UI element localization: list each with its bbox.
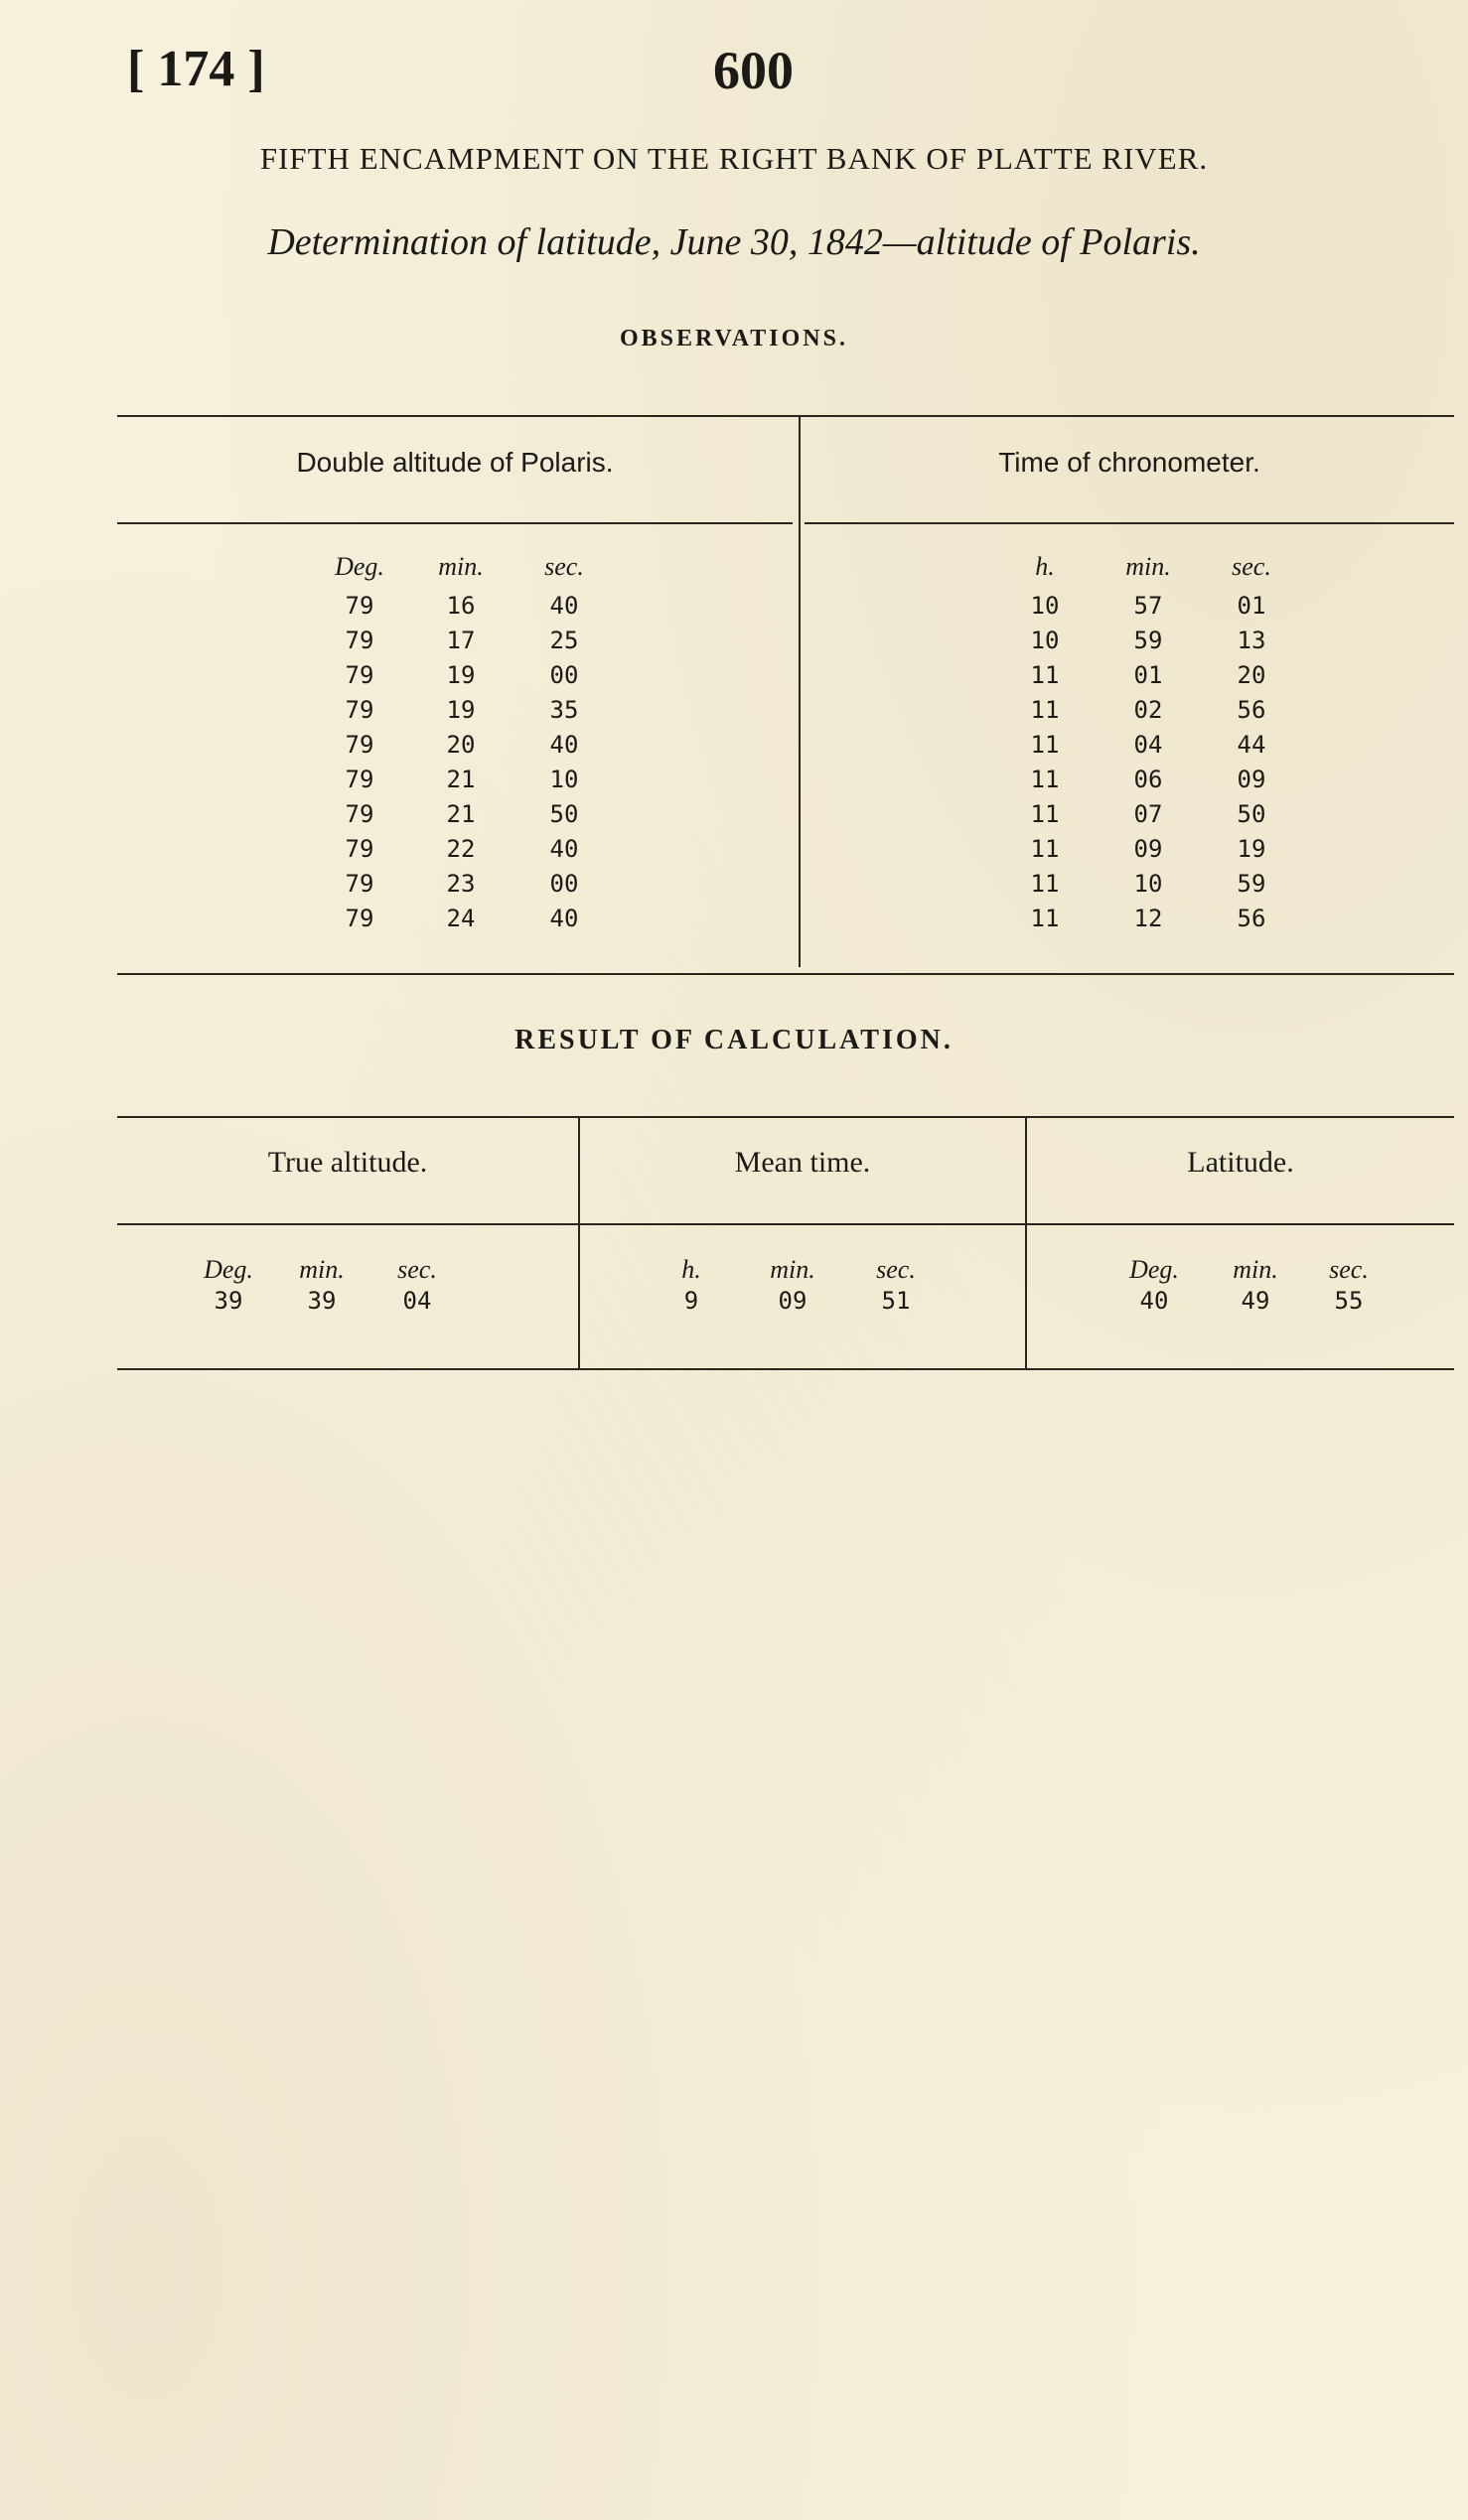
- result-header-rule: [117, 1223, 1454, 1225]
- time-min: 10: [1133, 870, 1163, 898]
- altitude-sec: 10: [549, 766, 579, 793]
- altitude-deg: 79: [345, 766, 374, 793]
- chronometer-column-header: Time of chronometer.: [998, 447, 1260, 478]
- time-sec: 56: [1237, 905, 1266, 932]
- mean-time-min: 09: [778, 1287, 807, 1315]
- unit-hours: h.: [681, 1255, 701, 1284]
- time-sec: 13: [1237, 627, 1266, 654]
- time-hours: 11: [1030, 661, 1060, 689]
- time-hours: 10: [1030, 592, 1060, 620]
- altitude-min: 19: [446, 661, 476, 689]
- altitude-sec: 35: [549, 696, 579, 724]
- time-min: 01: [1133, 661, 1163, 689]
- altitude-deg: 79: [345, 731, 374, 759]
- latitude-sec: 55: [1334, 1287, 1364, 1315]
- bracket-page-number: [ 174 ]: [127, 41, 265, 97]
- true-altitude-sec: 04: [402, 1287, 432, 1315]
- time-hours: 11: [1030, 731, 1060, 759]
- unit-min: min.: [438, 552, 484, 581]
- observations-title: OBSERVATIONS.: [619, 326, 848, 351]
- time-hours: 11: [1030, 696, 1060, 724]
- altitude-min: 17: [446, 627, 476, 654]
- time-sec: 09: [1237, 766, 1266, 793]
- mean-time-header: Mean time.: [734, 1146, 871, 1179]
- altitude-min: 21: [446, 800, 476, 828]
- section-heading: FIFTH ENCAMPMENT ON THE RIGHT BANK OF PLATTE RIVER.: [259, 141, 1209, 176]
- true-altitude-header: True altitude.: [267, 1146, 428, 1179]
- result-title: RESULT OF CALCULATION.: [514, 1025, 954, 1055]
- time-hours: 10: [1030, 627, 1060, 654]
- altitude-min: 16: [446, 592, 476, 620]
- section-subheading: Determination of latitude, June 30, 1842—altitude of Polaris.: [267, 221, 1201, 263]
- time-sec: 59: [1237, 870, 1266, 898]
- altitude-deg: 79: [345, 870, 374, 898]
- altitude-sec: 40: [549, 905, 579, 932]
- unit-sec: sec.: [1329, 1255, 1369, 1284]
- altitude-deg: 79: [345, 661, 374, 689]
- header-rule-right: [805, 522, 1454, 524]
- table-column-divider: [799, 415, 801, 967]
- unit-sec: sec.: [1232, 552, 1271, 581]
- unit-sec: sec.: [397, 1255, 437, 1284]
- unit-deg: Deg.: [1129, 1255, 1179, 1284]
- time-min: 12: [1133, 905, 1163, 932]
- latitude-min: 49: [1241, 1287, 1270, 1315]
- unit-deg: Deg.: [204, 1255, 253, 1284]
- header-rule-left: [117, 522, 793, 524]
- unit-min: min.: [299, 1255, 345, 1284]
- time-min: 09: [1133, 835, 1163, 863]
- time-min: 59: [1133, 627, 1163, 654]
- altitude-sec: 00: [549, 661, 579, 689]
- altitude-deg: 79: [345, 835, 374, 863]
- mean-time-sec: 51: [881, 1287, 911, 1315]
- altitude-sec: 50: [549, 800, 579, 828]
- latitude-deg: 40: [1139, 1287, 1169, 1315]
- altitude-sec: 40: [549, 731, 579, 759]
- altitude-deg: 79: [345, 800, 374, 828]
- time-min: 02: [1133, 696, 1163, 724]
- unit-min: min.: [1233, 1255, 1278, 1284]
- unit-min: min.: [770, 1255, 815, 1284]
- altitude-deg: 79: [345, 696, 374, 724]
- altitude-deg: 79: [345, 905, 374, 932]
- altitude-deg: 79: [345, 592, 374, 620]
- time-min: 06: [1133, 766, 1163, 793]
- time-sec: 20: [1237, 661, 1266, 689]
- unit-deg: Deg.: [335, 552, 384, 581]
- unit-sec: sec.: [876, 1255, 916, 1284]
- altitude-sec: 00: [549, 870, 579, 898]
- time-sec: 44: [1237, 731, 1266, 759]
- altitude-min: 22: [446, 835, 476, 863]
- altitude-sec: 40: [549, 835, 579, 863]
- result-bottom-rule: [117, 1368, 1454, 1370]
- latitude-header: Latitude.: [1187, 1146, 1294, 1179]
- time-hours: 11: [1030, 835, 1060, 863]
- unit-sec: sec.: [544, 552, 584, 581]
- unit-min: min.: [1125, 552, 1171, 581]
- time-sec: 50: [1237, 800, 1266, 828]
- true-altitude-deg: 39: [214, 1287, 243, 1315]
- altitude-min: 19: [446, 696, 476, 724]
- mean-time-hours: 9: [683, 1287, 699, 1315]
- table-top-rule: [117, 415, 1454, 417]
- time-min: 07: [1133, 800, 1163, 828]
- time-sec: 56: [1237, 696, 1266, 724]
- altitude-deg: 79: [345, 627, 374, 654]
- table-bottom-rule: [117, 973, 1454, 975]
- time-min: 04: [1133, 731, 1163, 759]
- altitude-min: 24: [446, 905, 476, 932]
- page-number: 600: [713, 41, 794, 100]
- time-min: 57: [1133, 592, 1163, 620]
- unit-hours: h.: [1035, 552, 1055, 581]
- altitude-min: 21: [446, 766, 476, 793]
- altitude-sec: 25: [549, 627, 579, 654]
- time-hours: 11: [1030, 800, 1060, 828]
- time-hours: 11: [1030, 870, 1060, 898]
- time-hours: 11: [1030, 905, 1060, 932]
- true-altitude-min: 39: [307, 1287, 337, 1315]
- time-sec: 19: [1237, 835, 1266, 863]
- altitude-min: 23: [446, 870, 476, 898]
- altitude-sec: 40: [549, 592, 579, 620]
- result-top-rule: [117, 1116, 1454, 1118]
- time-sec: 01: [1237, 592, 1266, 620]
- altitude-column-header: Double altitude of Polaris.: [296, 447, 614, 478]
- altitude-min: 20: [446, 731, 476, 759]
- time-hours: 11: [1030, 766, 1060, 793]
